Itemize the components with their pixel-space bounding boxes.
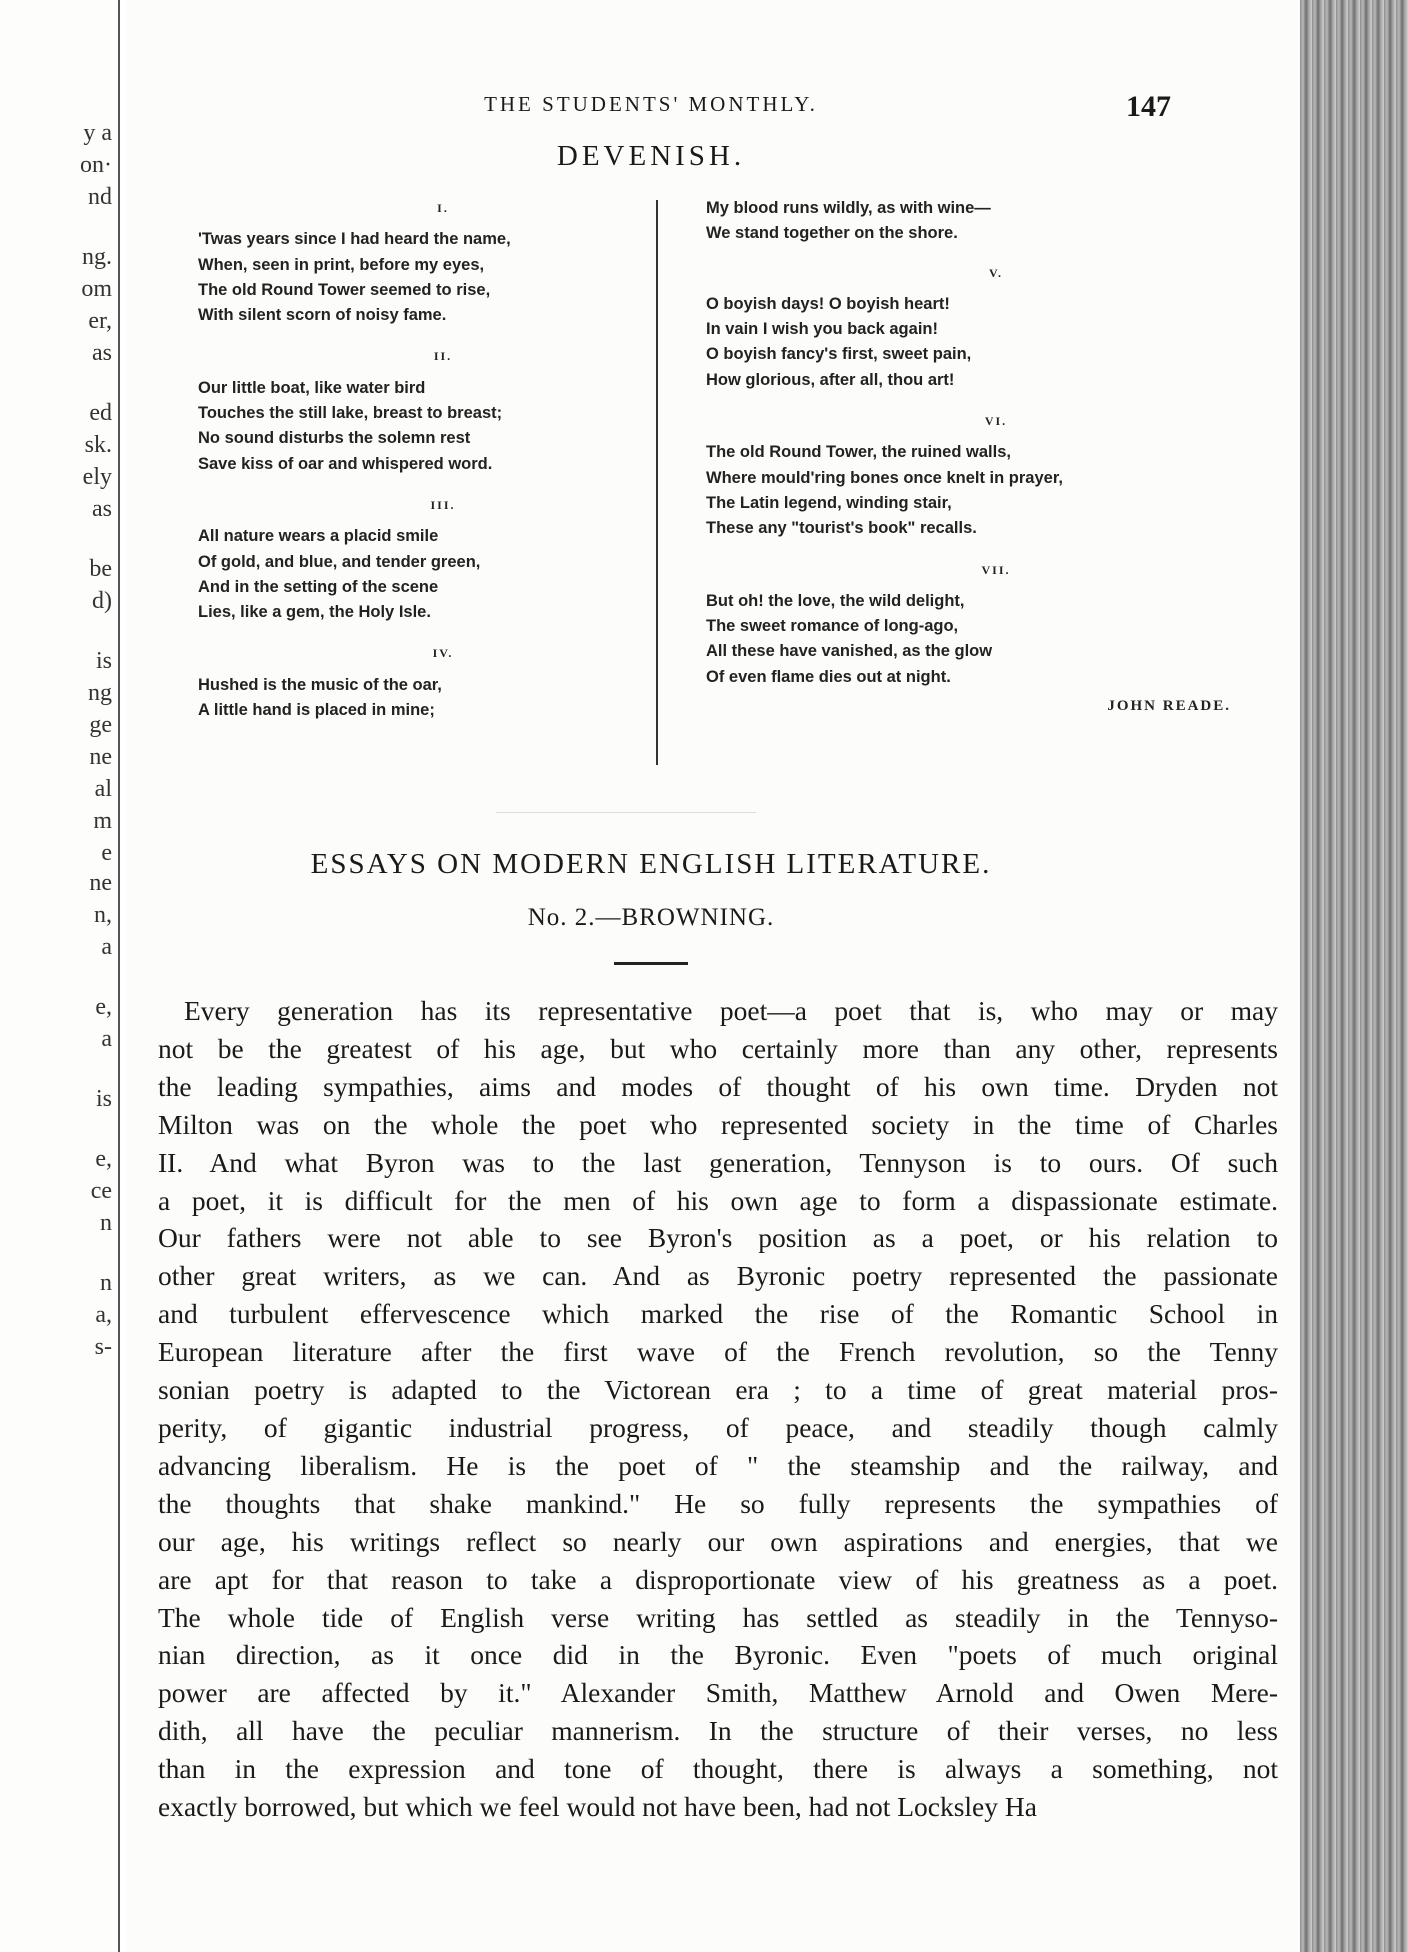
left-page-fragment: nd [88, 184, 112, 210]
column-divider [656, 200, 658, 765]
essay-line: are apt for that reason to take a disproportionate view of his greatness as a poet. [158, 1563, 1278, 1595]
essay-line: Our fathers were not able to see Byron's position as a poet, or his relation to [158, 1222, 1278, 1254]
book-page-edges [1300, 0, 1408, 1952]
page-number: 147 [1126, 90, 1171, 123]
poem-line: Of gold, and blue, and tender green, [198, 552, 481, 571]
poem-line: When, seen in print, before my eyes, [198, 255, 485, 274]
poem-line: The old Round Tower seemed to rise, [198, 280, 491, 299]
left-page-fragment: ne [89, 744, 112, 770]
essay-line: the leading sympathies, aims and modes of thought of his own time. Dryden not [158, 1070, 1278, 1102]
left-page-fragment: e, [95, 994, 112, 1020]
poem-line: How glorious, after all, thou art! [706, 370, 955, 389]
left-page-fragment: be [89, 556, 112, 582]
stanza-number: II. [433, 349, 453, 364]
essay-line: nian direction, as it once did in the Byronic. Even "poets of much original [158, 1639, 1278, 1671]
essay-body [158, 992, 1278, 1826]
left-page-fragment: m [93, 808, 112, 834]
poem-line: The old Round Tower, the ruined walls, [706, 443, 1011, 462]
previous-page-gutter [0, 0, 120, 1952]
essay-line: not be the greatest of his age, but who certainly more than any other, represents [158, 1032, 1278, 1064]
left-page-fragment: ng [88, 680, 112, 706]
poem-line: The sweet romance of long-ago, [706, 617, 959, 636]
left-page-fragment: n [100, 1210, 112, 1236]
left-page-fragment: s- [94, 1334, 112, 1360]
left-page-fragment: as [92, 496, 112, 522]
stanza-number: VII. [981, 562, 1011, 577]
section-divider [496, 812, 756, 813]
poem-line: O boyish fancy's first, sweet pain, [706, 345, 972, 364]
essay-line: Milton was on the whole the poet who represented society in the time of Charles [158, 1108, 1278, 1140]
poem-author: JOHN READE. [1107, 698, 1231, 715]
poem-line: Save kiss of oar and whispered word. [198, 454, 493, 473]
poem-line: 'Twas years since I had heard the name, [198, 230, 511, 249]
essay-line: other great writers, as we can. And as Byronic poetry represented the passionate [158, 1260, 1278, 1292]
left-page-fragment: e [101, 840, 112, 866]
left-page-fragment: ed [89, 400, 112, 426]
left-page-fragment: a, [95, 1302, 112, 1328]
left-page-fragment: ce [90, 1178, 112, 1204]
poem-line: Of even flame dies out at night. [706, 667, 951, 686]
poem-line: Hushed is the music of the oar, [198, 675, 442, 694]
left-page-fragment: e, [95, 1146, 112, 1172]
essay-line: a poet, it is difficult for the men of his own age to form a dispassionate estimate. [158, 1184, 1278, 1216]
essay-line: European literature after the first wave of the French revolution, so the Tenny [158, 1336, 1278, 1368]
stanza-number: IV. [432, 646, 454, 661]
left-page-fragment: a [101, 934, 112, 960]
poem-line: Lies, like a gem, the Holy Isle. [198, 603, 431, 622]
poem-line: O boyish days! O boyish heart! [706, 294, 950, 313]
left-page-fragment: ely [82, 464, 112, 490]
poem-line: But oh! the love, the wild delight, [706, 591, 965, 610]
left-page-fragment: on· [80, 152, 112, 178]
left-page-fragment: n [100, 1270, 112, 1296]
left-page-fragment: ne [89, 870, 112, 896]
essay-line: the thoughts that shake mankind." He so fully represents the sympathies of [158, 1487, 1278, 1519]
essay-line: The whole tide of English verse writing has settled as steadily in the Tennyso- [158, 1601, 1278, 1633]
poem-line: Where mould'ring bones once knelt in prayer, [706, 468, 1063, 487]
essay-line: than in the expression and tone of thought, there is always a something, not [158, 1753, 1278, 1785]
essay-line: advancing liberalism. He is the poet of " the steamship and the railway, and [158, 1449, 1278, 1481]
poem-line: These any "tourist's book" recalls. [706, 519, 977, 538]
poem-line: A little hand is placed in mine; [198, 701, 435, 720]
essay-line: dith, all have the peculiar mannerism. In the structure of their verses, no less [158, 1715, 1278, 1747]
poem-line: The Latin legend, winding stair, [706, 493, 952, 512]
left-page-fragment: is [95, 648, 112, 674]
essay-subtitle: No. 2.—BROWNING. [527, 904, 775, 931]
left-page-fragment: ng. [82, 244, 112, 270]
left-page-fragment: sk. [84, 432, 112, 458]
essay-line: and turbulent effervescence which marked the rise of the Romantic School in [158, 1298, 1278, 1330]
left-page-fragment: d) [92, 588, 112, 614]
left-page-fragment: al [94, 776, 112, 802]
essay-line: II. And what Byron was to the last generation, Tennyson is to ours. Of such [158, 1146, 1278, 1178]
essay-line: perity, of gigantic industrial progress, of peace, and steadily though calmly [158, 1411, 1278, 1443]
stanza-number: VI. [984, 414, 1008, 429]
left-page-fragment: is [95, 1086, 112, 1112]
poem-line: My blood runs wildly, as with wine— [706, 199, 991, 217]
poem-line: We stand together on the shore. [706, 224, 958, 243]
title-rule [614, 962, 688, 965]
poem-line: All these have vanished, as the glow [706, 642, 993, 661]
essay-title: ESSAYS ON MODERN ENGLISH LITERATURE. [310, 848, 992, 880]
running-header: THE STUDENTS' MONTHLY. [484, 92, 818, 116]
poem-line: No sound disturbs the solemn rest [198, 429, 471, 448]
poem-line: In vain I wish you back again! [706, 320, 938, 339]
left-page-fragment: y a [83, 120, 112, 146]
left-page-fragment: om [81, 276, 112, 302]
stanza-number: V. [988, 265, 1004, 280]
left-page-fragment: as [92, 340, 112, 366]
poem-line: All nature wears a placid smile [198, 527, 439, 546]
poem-left-column [198, 190, 688, 733]
poem-line: Touches the still lake, breast to breast; [198, 404, 503, 423]
essay-line: exactly borrowed, but which we feel would not have been, had not Locksley Ha [158, 1791, 1037, 1823]
stanza-number: III. [430, 497, 456, 512]
book-page [126, 0, 1306, 1952]
left-page-fragment: n, [94, 902, 112, 928]
poem-line: Our little boat, like water bird [198, 378, 426, 397]
poem-line: And in the setting of the scene [198, 577, 439, 596]
essay-line: power are affected by it." Alexander Smith, Matthew Arnold and Owen Mere- [158, 1677, 1278, 1709]
poem-line: With silent scorn of noisy fame. [198, 306, 447, 325]
essay-line: our age, his writings reflect so nearly our own aspirations and energies, that we [158, 1525, 1278, 1557]
poem-right-column [706, 196, 1286, 719]
left-page-fragment: a [101, 1026, 112, 1052]
essay-line: sonian poetry is adapted to the Victorean era ; to a time of great material pros- [158, 1374, 1278, 1406]
left-page-fragment: er, [88, 308, 112, 334]
left-page-fragment: ge [89, 712, 112, 738]
stanza-number: I. [437, 201, 449, 215]
poem-title: DEVENISH. [556, 140, 746, 172]
essay-line: Every generation has its representative poet—a poet that is, who may or may [184, 995, 1278, 1026]
